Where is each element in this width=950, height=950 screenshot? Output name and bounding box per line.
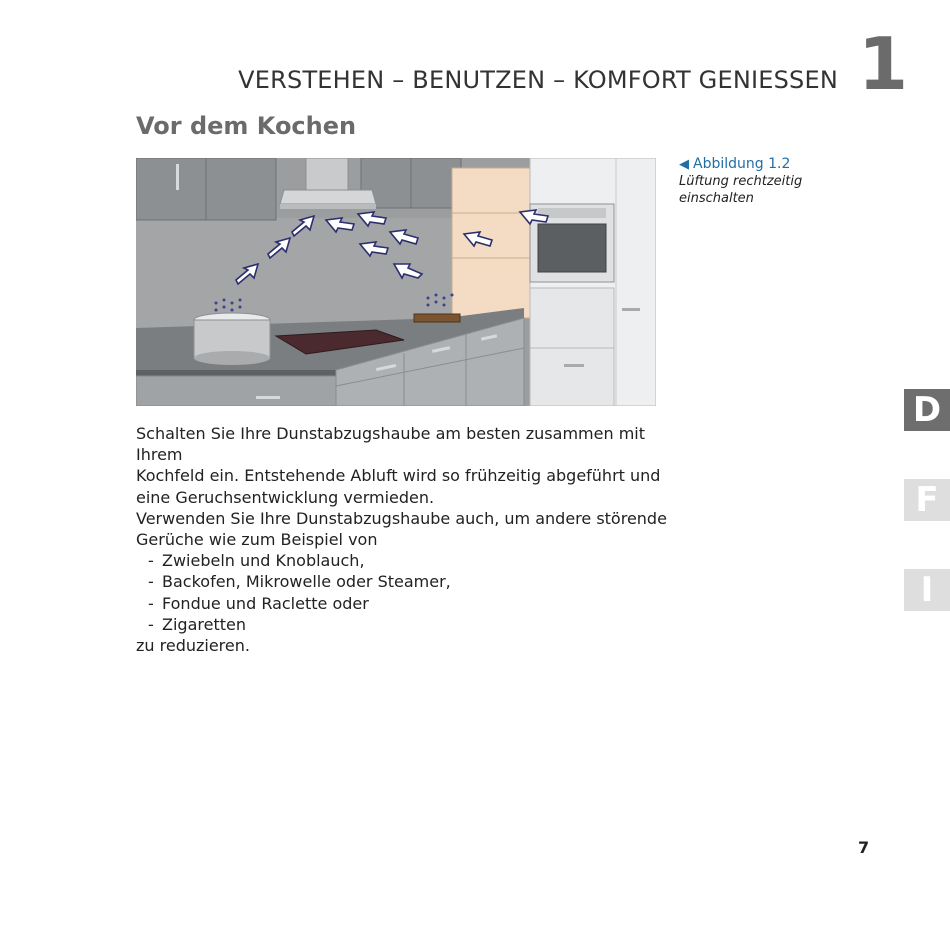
language-tab-fr[interactable]: F: [904, 479, 950, 521]
triangle-left-icon: ◀: [679, 157, 689, 172]
body-text: [136, 423, 676, 656]
paragraph-line: Schalten Sie Ihre Dunstabzugshaube am besten zusammen mit Ihrem: [136, 424, 645, 465]
caption-text-line2: einschalten: [679, 191, 754, 206]
paragraph-line: Kochfeld ein. Entstehende Abluft wird so frühzeitig abgeführt und: [136, 466, 661, 486]
odor-source-list: [136, 550, 676, 635]
kitchen-ventilation-illustration: [136, 158, 656, 406]
list-item: - Fondue und Raclette oder: [148, 593, 369, 613]
language-tab-de[interactable]: D: [904, 389, 950, 431]
language-tab-it[interactable]: I: [904, 569, 950, 611]
list-item: - Zwiebeln und Knoblauch,: [148, 551, 365, 571]
paragraph-line: Gerüche wie zum Beispiel von: [136, 530, 378, 550]
chapter-number: 1: [858, 22, 909, 106]
page-number: 7: [858, 838, 870, 857]
chapter-title: VERSTEHEN – BENUTZEN – KOMFORT GENIESSEN: [238, 66, 838, 94]
caption-reference: [679, 156, 859, 173]
figure-caption: [679, 156, 859, 207]
paragraph-line: Verwenden Sie Ihre Dunstabzugshaube auch, um andere störende: [136, 508, 667, 528]
list-item: - Backofen, Mikrowelle oder Steamer,: [148, 572, 451, 592]
kitchen-ventilation-figure: [136, 158, 656, 406]
caption-text-line1: Lüftung rechtzeitig: [679, 174, 803, 189]
list-item: - Zigaretten: [148, 614, 246, 634]
paragraph-line: eine Geruchsentwicklung vermieden.: [136, 487, 435, 507]
caption-reference-label: Abbildung 1.2: [693, 156, 791, 172]
section-heading: Vor dem Kochen: [136, 112, 357, 140]
closing-line: zu reduzieren.: [136, 636, 250, 656]
